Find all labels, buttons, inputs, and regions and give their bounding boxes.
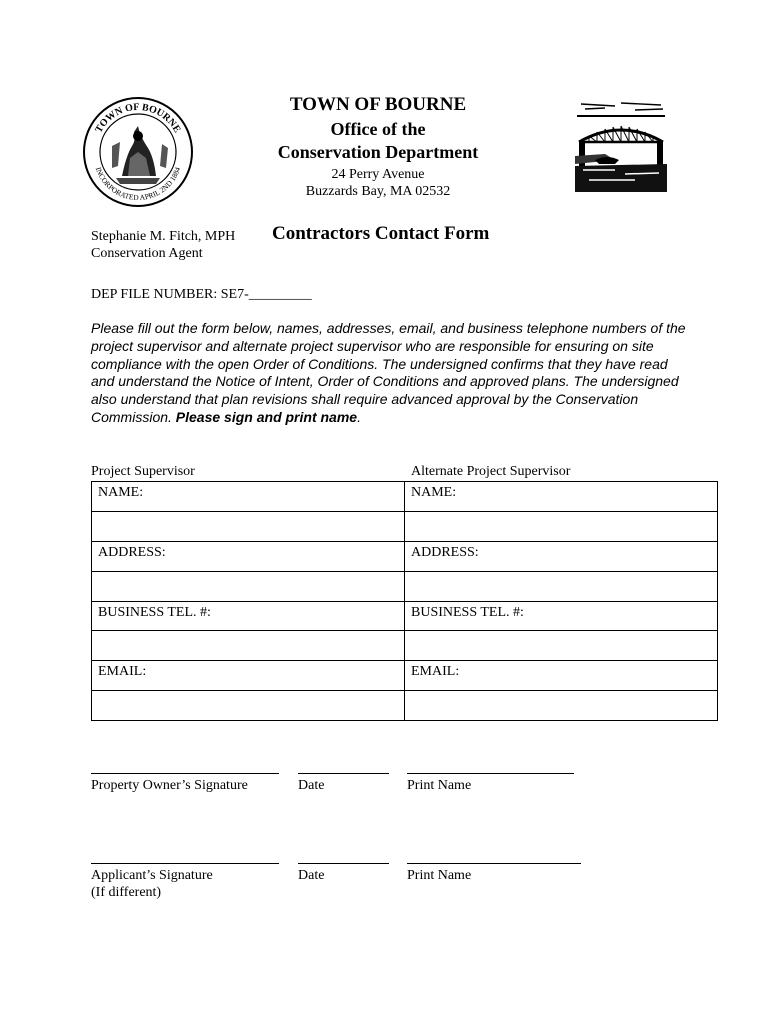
supervisor-field-label: BUSINESS TEL. #: <box>92 601 405 631</box>
contact-table-row <box>92 511 718 541</box>
applicant-date-line[interactable] <box>298 863 389 864</box>
owner-print-name-label: Print Name <box>407 778 472 793</box>
applicant-print-name-label: Print Name <box>407 868 472 883</box>
applicant-print-name-line[interactable] <box>407 863 581 864</box>
contact-table-row <box>92 691 718 721</box>
svg-text:INCORPORATED APRIL 2ND 1884: INCORPORATED APRIL 2ND 1884 <box>93 165 183 203</box>
department-name: Conservation Department <box>277 142 479 162</box>
alternate-field-label: NAME: <box>405 482 718 512</box>
instructions-paragraph <box>91 320 691 427</box>
supervisor-field-input[interactable] <box>92 511 405 541</box>
instructions-body: Please fill out the form below, names, addresses, email, and business telephone numbers of the project supervisor and alternate project supervisor who are responsible for ensuring on site compliance with the open Order of Conditions. The undersigned confirms that they have read and understand the Notice of Intent, Order of Conditions and approved plans. The undersigned also understand that plan revisions shall require advanced approval by the Conservation Commission. <box>91 320 686 425</box>
alternate-field-label: EMAIL: <box>405 661 718 691</box>
form-title: Contractors Contact Form <box>272 223 490 244</box>
supervisor-field-label: NAME: <box>92 482 405 512</box>
applicant-signature-note: (If different) <box>91 885 162 900</box>
town-title: TOWN OF BOURNE <box>289 94 467 115</box>
alternate-field-label: BUSINESS TEL. #: <box>405 601 718 631</box>
street-address: 24 Perry Avenue <box>331 167 425 182</box>
applicant-signature-label: Applicant’s Signature <box>91 868 213 883</box>
city-address: Buzzards Bay, MA 02532 <box>305 184 451 199</box>
contact-table <box>91 481 718 721</box>
office-line: Office of the <box>330 119 426 139</box>
dep-file-number[interactable]: DEP FILE NUMBER: SE7-_________ <box>91 287 312 302</box>
supervisor-field-label: ADDRESS: <box>92 541 405 571</box>
supervisor-field-input[interactable] <box>92 571 405 601</box>
agent-title: Conservation Agent <box>91 246 203 261</box>
agent-name: Stephanie M. Fitch, MPH <box>91 229 236 244</box>
instructions-end: . <box>357 408 361 425</box>
contact-table-row <box>92 482 718 512</box>
alternate-field-input[interactable] <box>405 511 718 541</box>
svg-text:TOWN OF BOURNE: TOWN OF BOURNE <box>93 101 183 135</box>
owner-print-name-line[interactable] <box>407 773 574 774</box>
contact-table-row <box>92 541 718 571</box>
project-supervisor-heading: Project Supervisor <box>91 464 195 479</box>
bridge-illustration <box>575 100 667 192</box>
supervisor-field-input[interactable] <box>92 691 405 721</box>
town-seal-logo <box>82 96 194 208</box>
contact-table-row <box>92 661 718 691</box>
contact-table-row <box>92 571 718 601</box>
contact-table-row <box>92 601 718 631</box>
supervisor-field-label: EMAIL: <box>92 661 405 691</box>
alternate-supervisor-heading: Alternate Project Supervisor <box>411 464 571 479</box>
alternate-field-input[interactable] <box>405 631 718 661</box>
owner-signature-label: Property Owner’s Signature <box>91 778 248 793</box>
owner-date-label: Date <box>298 778 325 793</box>
supervisor-field-input[interactable] <box>92 631 405 661</box>
contact-table-body <box>92 482 718 721</box>
alternate-field-input[interactable] <box>405 691 718 721</box>
applicant-signature-line[interactable] <box>91 863 279 864</box>
instructions-emphasis: Please sign and print name <box>175 408 358 425</box>
alternate-field-input[interactable] <box>405 571 718 601</box>
contact-table-row <box>92 631 718 661</box>
alternate-field-label: ADDRESS: <box>405 541 718 571</box>
applicant-date-label: Date <box>298 868 325 883</box>
owner-date-line[interactable] <box>298 773 389 774</box>
owner-signature-line[interactable] <box>91 773 279 774</box>
